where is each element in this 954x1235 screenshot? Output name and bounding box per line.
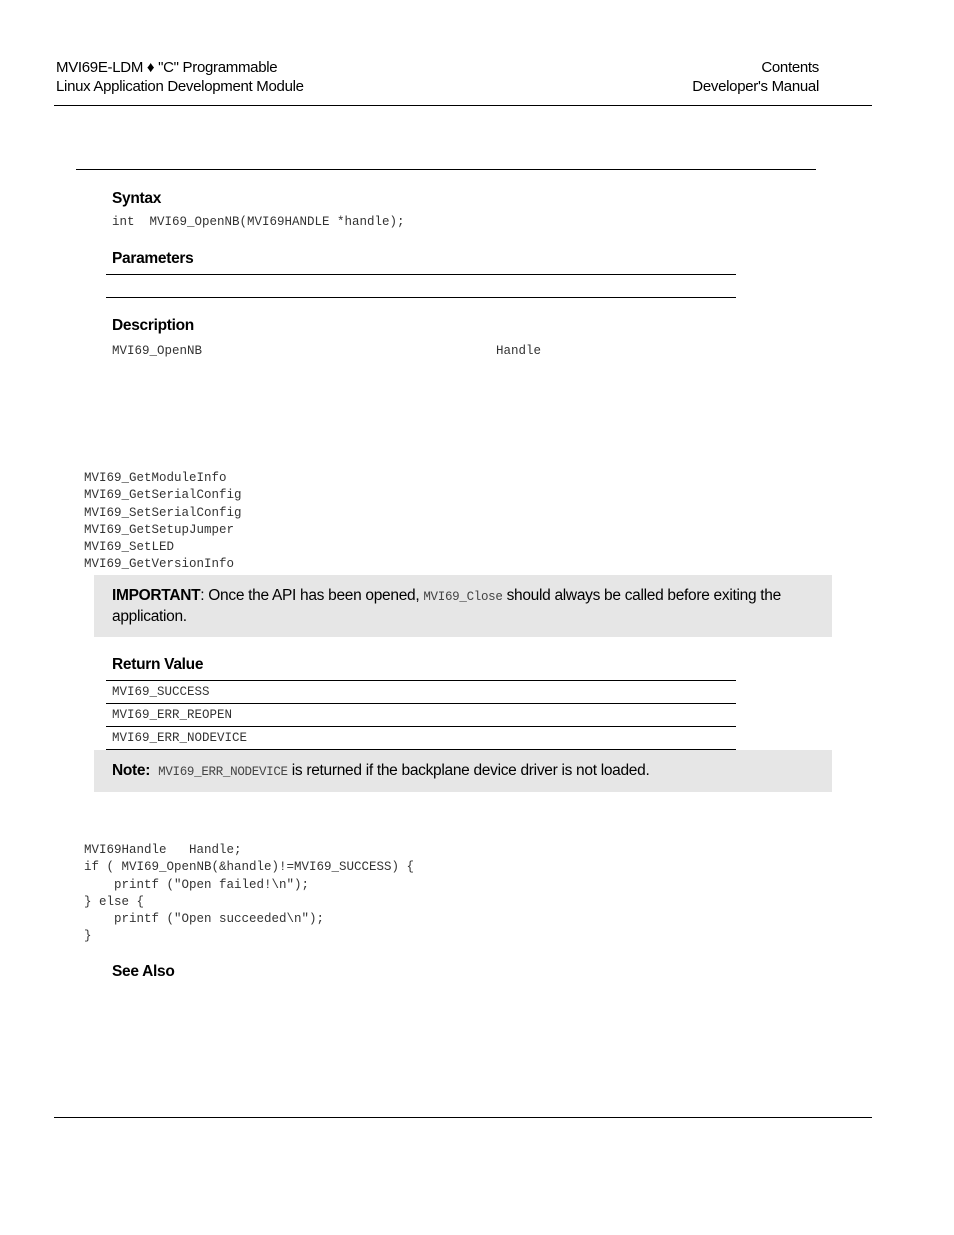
header-product-subtitle: Linux Application Development Module <box>56 78 304 95</box>
parameters-table-top-rule <box>106 274 736 275</box>
footer-divider <box>54 1117 872 1118</box>
return-value-code: MVI69_ERR_NODEVICE <box>112 731 248 745</box>
parameters-table-bottom-rule <box>106 297 736 298</box>
return-value-row <box>106 704 736 727</box>
important-label: IMPORTANT <box>112 587 201 604</box>
header-right <box>692 58 819 96</box>
function-list-item: MVI69_GetSetupJumper <box>84 522 235 537</box>
header-divider <box>54 105 872 106</box>
important-text-after: should always be called before exiting the application. <box>112 587 781 625</box>
header-product-title: MVI69E-LDM ♦ "C" Programmable <box>56 59 278 76</box>
syntax-code: int MVI69_OpenNB(MVI69HANDLE *handle); <box>112 215 405 229</box>
header-left <box>56 58 304 96</box>
return-value-row <box>106 681 736 704</box>
description-function-ref: MVI69_OpenNB <box>112 344 203 358</box>
function-list-item: MVI69_SetSerialConfig <box>84 505 242 520</box>
function-list-item: MVI69_GetModuleInfo <box>84 471 227 485</box>
function-list-item: MVI69_SetLED <box>84 540 175 555</box>
note-label: Note: <box>112 762 151 779</box>
return-value-code: MVI69_SUCCESS <box>112 685 210 699</box>
parameters-heading: Parameters <box>112 250 194 267</box>
return-value-row <box>106 727 736 750</box>
return-value-heading: Return Value <box>112 656 204 673</box>
example-code-block: MVI69Handle Handle; if ( MVI69_OpenNB(&handle)!=MVI69_SUCCESS) { printf ("Open failed!\n"); } else { printf ("Open succeeded\n"); } <box>84 843 415 944</box>
function-title-rule <box>76 169 816 170</box>
note-text: is returned if the backplane device driver is not loaded. <box>287 762 650 779</box>
note-callout <box>94 750 832 792</box>
important-callout <box>94 575 832 637</box>
important-code: MVI69_Close <box>423 590 503 604</box>
important-callout-text <box>112 586 802 627</box>
header-section-title: Contents <box>761 59 819 76</box>
function-list-item: MVI69_GetVersionInfo <box>84 557 235 572</box>
function-list <box>84 470 242 574</box>
return-value-code: MVI69_ERR_REOPEN <box>112 708 233 722</box>
see-also-heading: See Also <box>112 963 175 980</box>
description-handle-ref: Handle <box>496 344 542 358</box>
note-callout-text <box>112 761 812 782</box>
note-code: MVI69_ERR_NODEVICE <box>158 765 288 779</box>
important-text-before: : Once the API has been opened, <box>200 587 424 604</box>
syntax-heading: Syntax <box>112 190 162 207</box>
function-list-item: MVI69_GetSerialConfig <box>84 488 242 503</box>
header-manual-title: Developer's Manual <box>692 78 819 95</box>
description-heading: Description <box>112 317 194 334</box>
